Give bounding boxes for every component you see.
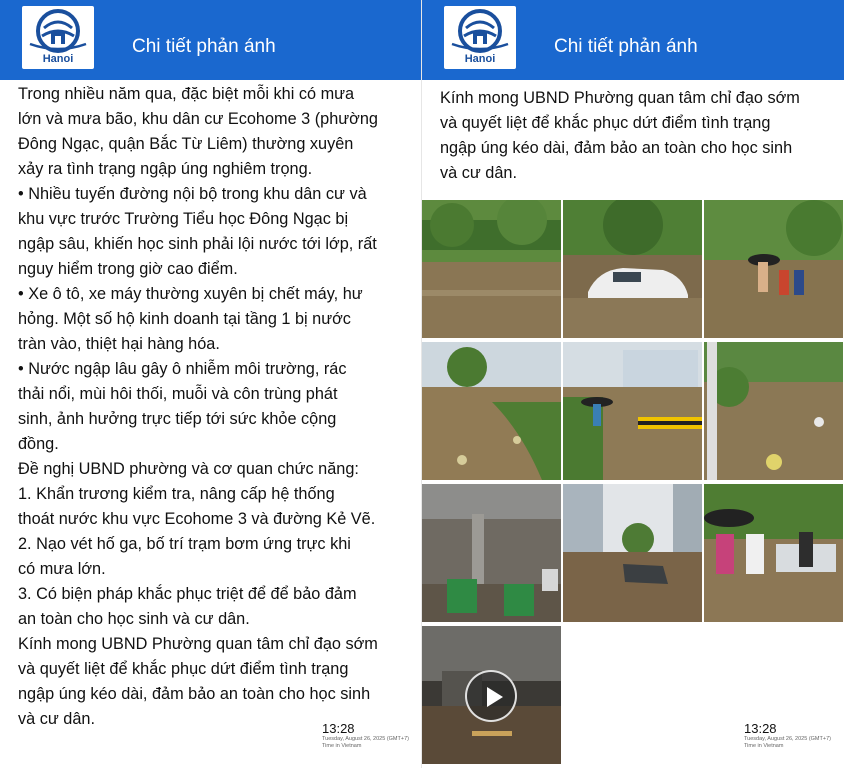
flooded-street-buildings-photo[interactable] [563,484,702,622]
app-header [0,0,422,80]
timestamp-time: 13:28 [322,721,355,736]
report-line: khu vực trước Trường Tiểu học Đông Ngạc bị [18,210,349,228]
hanoi-logo [444,6,516,69]
report-line: • Nước ngập lâu gây ô nhiễm môi trường, rác [18,360,347,378]
report-line: • Xe ô tô, xe máy thường xuyên bị chết máy, hư [18,285,363,303]
app-header [422,0,844,80]
hanoi-logo [22,6,94,69]
report-line: lớn và mưa bão, khu dân cư Ecohome 3 (phường [18,110,378,128]
report-line: thoát nước khu vực Ecohome 3 và đường Kẻ Vẽ. [18,510,376,528]
page-title: Chi tiết phản ánh [554,36,698,57]
report-line: 3. Có biện pháp khắc phục triệt để để bảo đảm [18,585,357,603]
flood-video-thumbnail[interactable] [422,626,561,764]
report-line: có mưa lớn. [18,560,106,578]
report-line: Kính mong UBND Phường quan tâm chỉ đạo sớm [18,635,378,653]
report-line: hỏng. Một số hộ kinh doanh tại tầng 1 bị nước [18,310,351,328]
report-line: và quyết liệt để khắc phục dứt điểm tình trạng [440,114,771,132]
report-line: và quyết liệt để khắc phục dứt điểm tình trạng [18,660,349,678]
timestamp-date: Tuesday, August 26, 2025 (GMT+7) [744,736,831,742]
report-line: đồng. [18,435,59,453]
play-icon[interactable] [465,670,517,722]
report-line: ngập úng kéo dài, đảm bảo an toàn cho học sinh [18,685,371,703]
timestamp-date: Tuesday, August 26, 2025 (GMT+7) [322,736,409,742]
report-body [422,80,844,186]
report-line: thải nổi, mùi hôi thối, muỗi và côn trùng phát [18,385,338,403]
report-line: Đông Ngạc, quận Bắc Từ Liêm) thường xuyên [18,135,354,153]
report-line: Kính mong UBND Phường quan tâm chỉ đạo sớm [440,89,800,107]
report-line: xảy ra tình trạng ngập úng nghiêm trọng. [18,160,313,178]
logo-text: Hanoi [464,53,496,65]
flooded-street-trees-photo[interactable] [422,200,561,338]
report-line: nguy hiểm trong giờ cao điểm. [18,260,238,278]
report-line: an toàn cho học sinh và cư dân. [18,610,250,628]
report-line: ngập úng kéo dài, đảm bảo an toàn cho học sinh [440,139,793,157]
report-line: và cư dân. [440,164,517,182]
timestamp [322,722,414,750]
right-panel [422,0,844,768]
report-line: và cư dân. [18,710,95,728]
submerged-white-car-photo[interactable] [563,200,702,338]
report-line: tràn vào, thiệt hại hàng hóa. [18,335,220,353]
report-line: 2. Nạo vét hố ga, bố trí trạm bơm ứng trực khi [18,535,351,553]
report-line: Đề nghị UBND phường và cơ quan chức năng: [18,460,359,478]
logo-text: Hanoi [42,53,74,65]
report-line: ngập sâu, khiến học sinh phải lội nước tới lớp, rất [18,235,377,253]
report-body [0,80,422,732]
residents-pushing-car-photo[interactable] [704,484,843,622]
report-line: Trong nhiều năm qua, đặc biệt mỗi khi có mưa [18,85,355,103]
timestamp-time: 13:28 [744,721,777,736]
person-umbrella-flooded-road-photo[interactable] [563,342,702,480]
flooded-garden-path-photo[interactable] [422,342,561,480]
people-umbrella-flood-photo[interactable] [704,200,843,338]
timestamp-zone: Time in Vietnam [322,743,362,749]
flooded-parking-garage-photo[interactable] [422,484,561,622]
timestamp-zone: Time in Vietnam [744,743,784,749]
timestamp [744,722,836,750]
report-line: • Nhiều tuyến đường nội bộ trong khu dân cư và [18,185,367,203]
report-line: sinh, ảnh hưởng trực tiếp tới sức khỏe cộng [18,410,337,428]
page-title: Chi tiết phản ánh [132,36,276,57]
flooded-storefront-plants-photo[interactable] [704,342,843,480]
report-line: 1. Khẩn trương kiểm tra, nâng cấp hệ thống [18,485,335,503]
